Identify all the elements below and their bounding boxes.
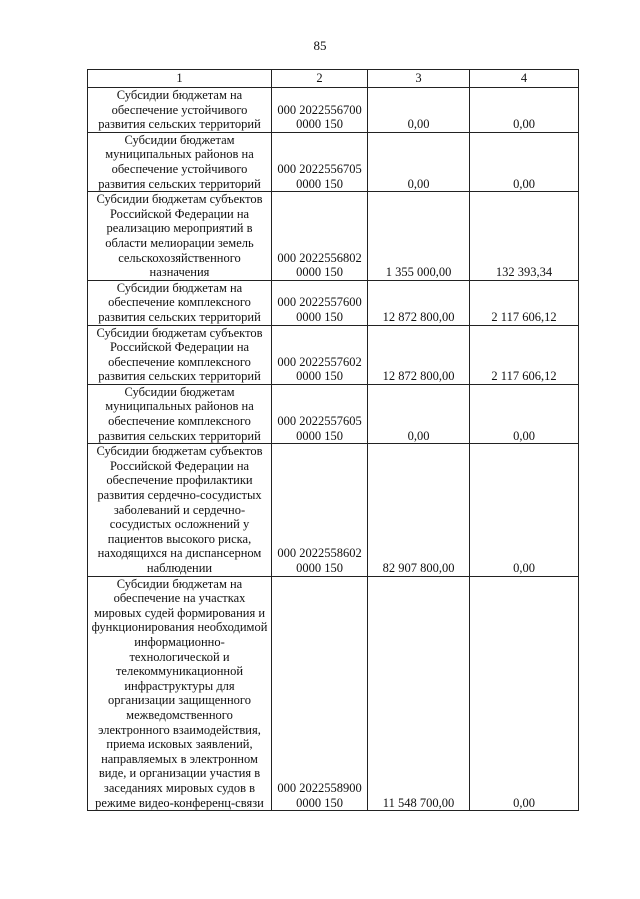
row-value-4: 2 117 606,12 [470,280,579,325]
row-name: Субсидии бюджетам субъектов Российской Федерации на реализацию мероприятий в области мелиорации земель сельскохозяйственного назначения [88,192,272,281]
table-row [88,325,579,384]
row-value-3: 12 872 800,00 [368,280,470,325]
row-value-3: 12 872 800,00 [368,325,470,384]
row-name: Субсидии бюджетам муниципальных районов на обеспечение устойчивого развития сельских территорий [88,132,272,191]
table-row [88,576,579,811]
row-code: 000 2022558602 0000 150 [272,444,368,576]
row-value-4: 0,00 [470,88,579,133]
row-name: Субсидии бюджетам субъектов Российской Федерации на обеспечение комплексного развития сельских территорий [88,325,272,384]
budget-table [87,69,579,811]
row-value-4: 0,00 [470,384,579,443]
row-value-4: 0,00 [470,132,579,191]
row-name: Субсидии бюджетам на обеспечение на участках мировых судей формирования и функционирования необходимой информационно-технологической и телекоммуникационной инфраструктуры для организации защищенного межведомственного электронного взаимодействия, приема исковых заявлений, направляемых в электронном виде, и организации участия в заседаниях мировых судов в режиме видео-конференц-связи [88,576,272,811]
column-header-3: 3 [368,70,470,88]
table-row [88,192,579,281]
row-value-3: 0,00 [368,88,470,133]
row-value-4: 2 117 606,12 [470,325,579,384]
table-row [88,280,579,325]
column-header-2: 2 [272,70,368,88]
row-value-4: 0,00 [470,444,579,576]
table-row [88,132,579,191]
row-code: 000 2022558900 0000 150 [272,576,368,811]
row-code: 000 2022556700 0000 150 [272,88,368,133]
row-code: 000 2022557602 0000 150 [272,325,368,384]
row-name: Субсидии бюджетам субъектов Российской Федерации на обеспечение профилактики развития сердечно-сосудистых заболеваний и сердечно-сосудистых осложнений у пациентов высокого риска, находящихся на диспансерном наблюдении [88,444,272,576]
row-name: Субсидии бюджетам на обеспечение комплексного развития сельских территорий [88,280,272,325]
table-row [88,384,579,443]
row-code: 000 2022556802 0000 150 [272,192,368,281]
row-code: 000 2022557605 0000 150 [272,384,368,443]
row-value-4: 132 393,34 [470,192,579,281]
row-value-3: 1 355 000,00 [368,192,470,281]
table-row [88,88,579,133]
table-header-row [88,70,579,88]
table-row [88,444,579,576]
row-code: 000 2022556705 0000 150 [272,132,368,191]
row-value-3: 0,00 [368,384,470,443]
row-name: Субсидии бюджетам муниципальных районов на обеспечение комплексного развития сельских территорий [88,384,272,443]
page-number: 85 [313,38,327,53]
row-name: Субсидии бюджетам на обеспечение устойчивого развития сельских территорий [88,88,272,133]
row-value-3: 11 548 700,00 [368,576,470,811]
row-code: 000 2022557600 0000 150 [272,280,368,325]
column-header-4: 4 [470,70,579,88]
row-value-3: 82 907 800,00 [368,444,470,576]
row-value-3: 0,00 [368,132,470,191]
row-value-4: 0,00 [470,576,579,811]
column-header-1: 1 [88,70,272,88]
